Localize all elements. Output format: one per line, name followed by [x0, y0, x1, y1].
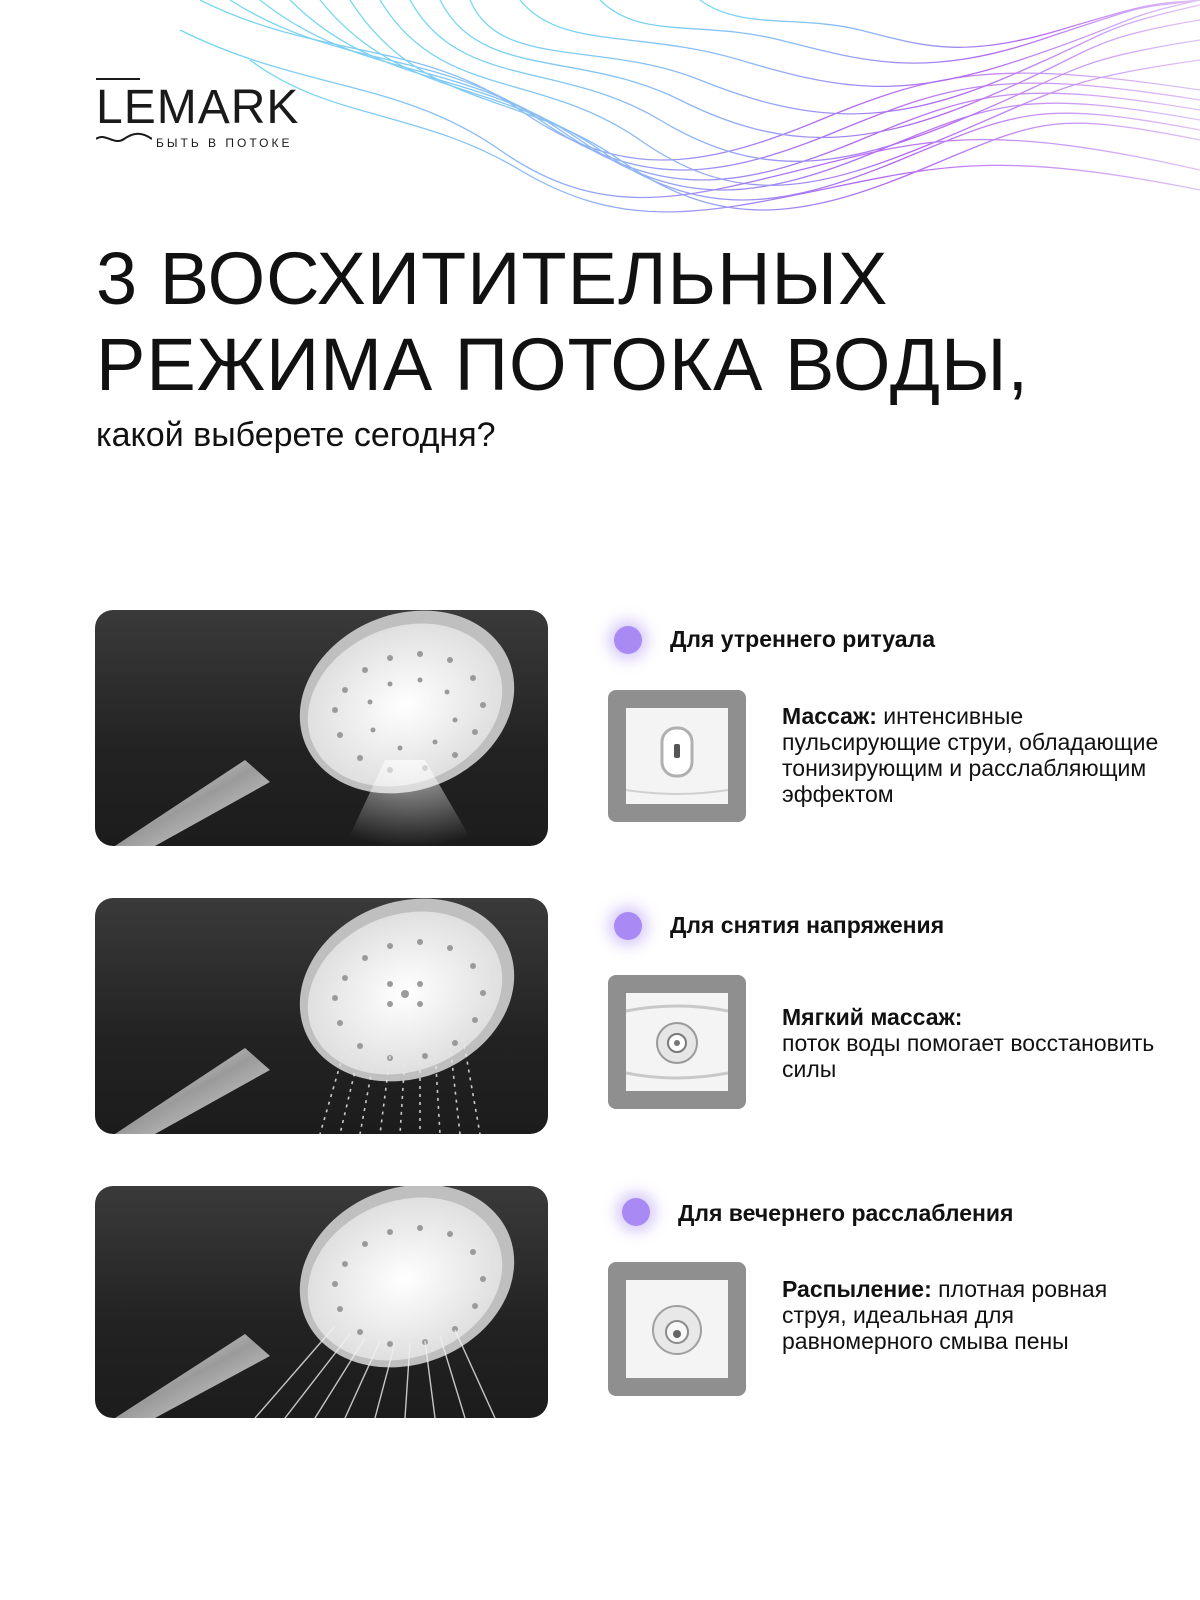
mode-description-soft-massage	[782, 1004, 1162, 1082]
shower-head-icon	[95, 898, 548, 1134]
title-line-1: 3 ВОСХИТИТЕЛЬНЫХ	[96, 237, 889, 320]
page-title	[96, 236, 1156, 408]
mode-name: Массаж:	[782, 703, 877, 729]
mode-heading-morning: Для утреннего ритуала	[670, 626, 935, 652]
logo-mark	[96, 78, 140, 80]
nozzle-thumbnail-massage	[608, 690, 746, 822]
mode-description-text: плотная ровная струя, идеальная для равномерного смыва пены	[782, 1276, 1108, 1354]
mode-description-text: поток воды помогает восстановить силы	[782, 1030, 1155, 1082]
mode-description-text: интенсивные пульсирующие струи, обладающие тонизирующим и расслабляющим эффектом	[782, 703, 1159, 807]
spray-nozzle-icon	[626, 1280, 728, 1378]
mode-description-spray	[782, 1276, 1162, 1354]
logo-wordmark: LEMARK	[96, 81, 300, 134]
nozzle-thumbnail-soft-massage	[608, 975, 746, 1109]
shower-photo-soft-massage	[95, 898, 548, 1134]
mode-indicator-dot	[622, 1198, 650, 1226]
shower-photo-spray	[95, 1186, 548, 1418]
brand-logo	[96, 78, 336, 158]
shower-head-icon	[95, 1186, 548, 1418]
shower-photo-massage	[95, 610, 548, 846]
shower-head-icon	[95, 610, 548, 846]
page-subtitle: какой выберете сегодня?	[96, 416, 496, 454]
mode-heading-evening: Для вечернего расслабления	[678, 1200, 1014, 1226]
mode-heading-relief: Для снятия напряжения	[670, 912, 945, 938]
mode-name: Распыление:	[782, 1276, 932, 1302]
mode-indicator-dot	[614, 912, 642, 940]
massage-nozzle-icon	[626, 708, 728, 804]
logo-tagline: БЫТЬ В ПОТОКЕ	[156, 136, 293, 150]
logo-wave-icon	[96, 132, 152, 146]
mode-indicator-dot	[614, 626, 642, 654]
nozzle-thumbnail-spray	[608, 1262, 746, 1396]
soft-massage-nozzle-icon	[626, 993, 728, 1091]
mode-name: Мягкий массаж:	[782, 1004, 963, 1030]
mode-description-massage	[782, 703, 1162, 807]
title-line-2: РЕЖИМА ПОТОКА ВОДЫ,	[96, 323, 1030, 406]
